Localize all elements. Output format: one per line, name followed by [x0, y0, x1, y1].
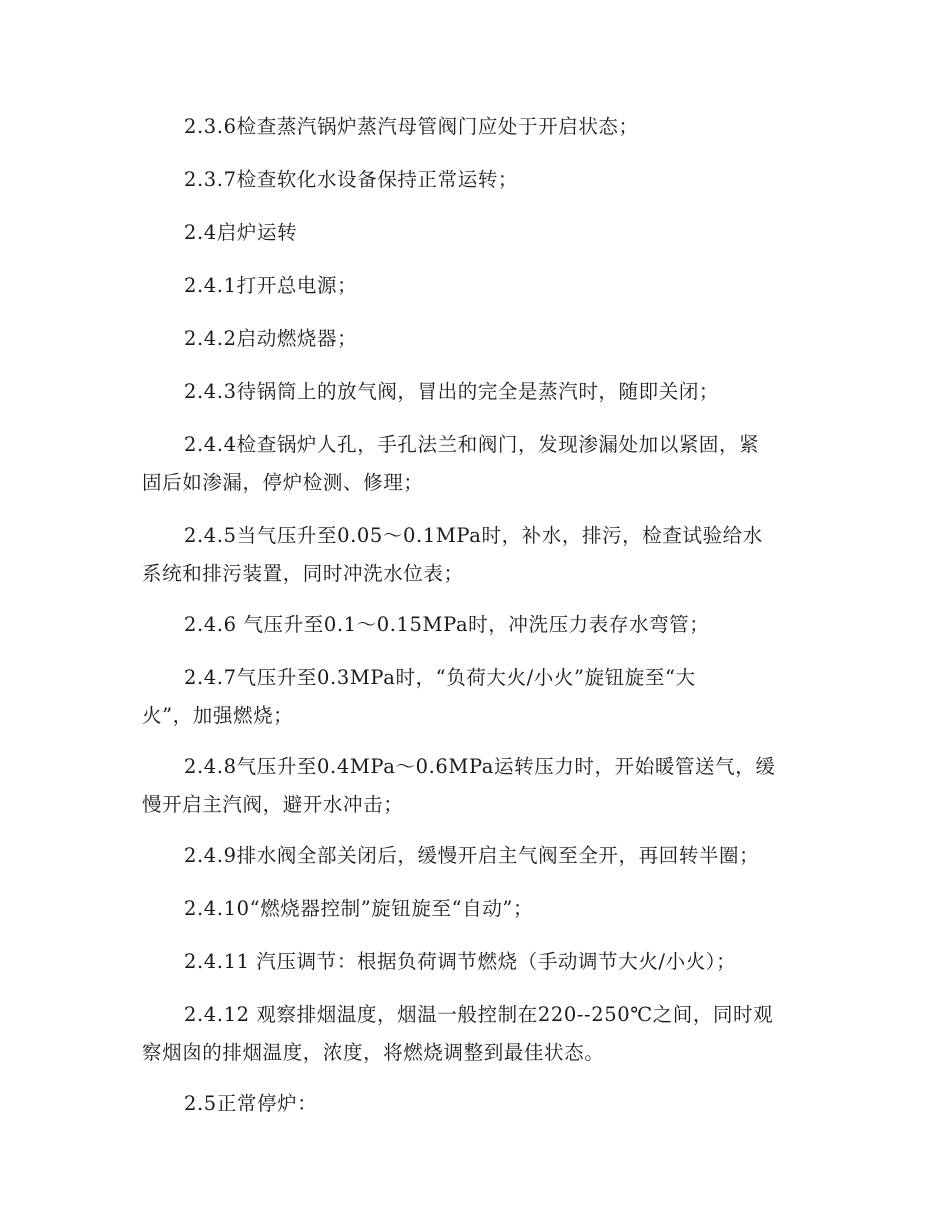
section-heading-2-4	[142, 214, 814, 252]
paragraph-line: 2.4.5当气压升至0.05～0.1MPa时，补水，排污，检查试验给水	[184, 524, 763, 547]
paragraph-2-4-1	[142, 267, 814, 305]
paragraph-line: 2.4.10“燃烧器控制”旋钮旋至“自动”；	[184, 897, 534, 920]
paragraph-line: 2.4.9排水阀全部关闭后，缓慢开启主气阀至全开，再回转半圈；	[184, 844, 760, 867]
paragraph-line: 2.4.11 汽压调节：根据负荷调节燃烧（手动调节大火/小火）；	[184, 950, 737, 973]
paragraph-line: 2.3.7检查软化水设备保持正常运转；	[184, 168, 519, 191]
paragraph-2-3-6	[142, 108, 814, 146]
paragraph-line: 系统和排污装置，同时冲洗水位表；	[142, 562, 464, 585]
paragraph-2-4-4	[142, 426, 814, 502]
paragraph-line: 2.4.4检查锅炉人孔，手孔法兰和阀门，发现渗漏处加以紧固，紧	[184, 433, 760, 456]
paragraph-2-4-11	[142, 943, 814, 981]
paragraph-line: 2.4.7气压升至0.3MPa时，“负荷大火/小火”旋钮旋至“大	[184, 666, 696, 689]
paragraph-line: 2.4.12 观察排烟温度，烟温一般控制在220--250℃之间，同时观	[184, 1003, 774, 1026]
paragraph-line: 2.4.8气压升至0.4MPa～0.6MPa运转压力时，开始暖管送气，缓	[184, 755, 776, 778]
paragraph-line: 2.4.2启动燃烧器；	[184, 327, 358, 350]
paragraph-line: 火”，加强燃烧；	[142, 704, 294, 727]
paragraph-line: 2.4.1打开总电源；	[184, 274, 358, 297]
paragraph-line: 2.5正常停炉：	[184, 1092, 318, 1115]
paragraph-line: 2.4启炉运转	[184, 221, 298, 244]
paragraph-2-4-12	[142, 996, 814, 1072]
section-heading-2-5	[142, 1085, 814, 1123]
paragraph-2-4-7	[142, 659, 814, 735]
paragraph-2-4-2	[142, 320, 814, 358]
paragraph-line: 2.4.6 气压升至0.1～0.15MPa时，冲洗压力表存水弯管；	[184, 613, 710, 636]
paragraph-line: 固后如渗漏，停炉检测、修理；	[142, 471, 424, 494]
paragraph-2-4-9	[142, 837, 814, 875]
paragraph-line: 2.4.3待锅筒上的放气阀，冒出的完全是蒸汽时，随即关闭；	[184, 380, 720, 403]
paragraph-line: 2.3.6检查蒸汽锅炉蒸汽母管阀门应处于开启状态；	[184, 115, 639, 138]
paragraph-2-4-6	[142, 606, 814, 644]
paragraph-2-3-7	[142, 161, 814, 199]
paragraph-line: 察烟囱的排烟温度，浓度，将燃烧调整到最佳状态。	[142, 1041, 605, 1064]
paragraph-2-4-8	[142, 748, 814, 824]
paragraph-2-4-3	[142, 373, 814, 411]
paragraph-line: 慢开启主汽阀，避开水冲击；	[142, 793, 404, 816]
paragraph-2-4-5	[142, 517, 814, 593]
paragraph-2-4-10	[142, 890, 814, 928]
